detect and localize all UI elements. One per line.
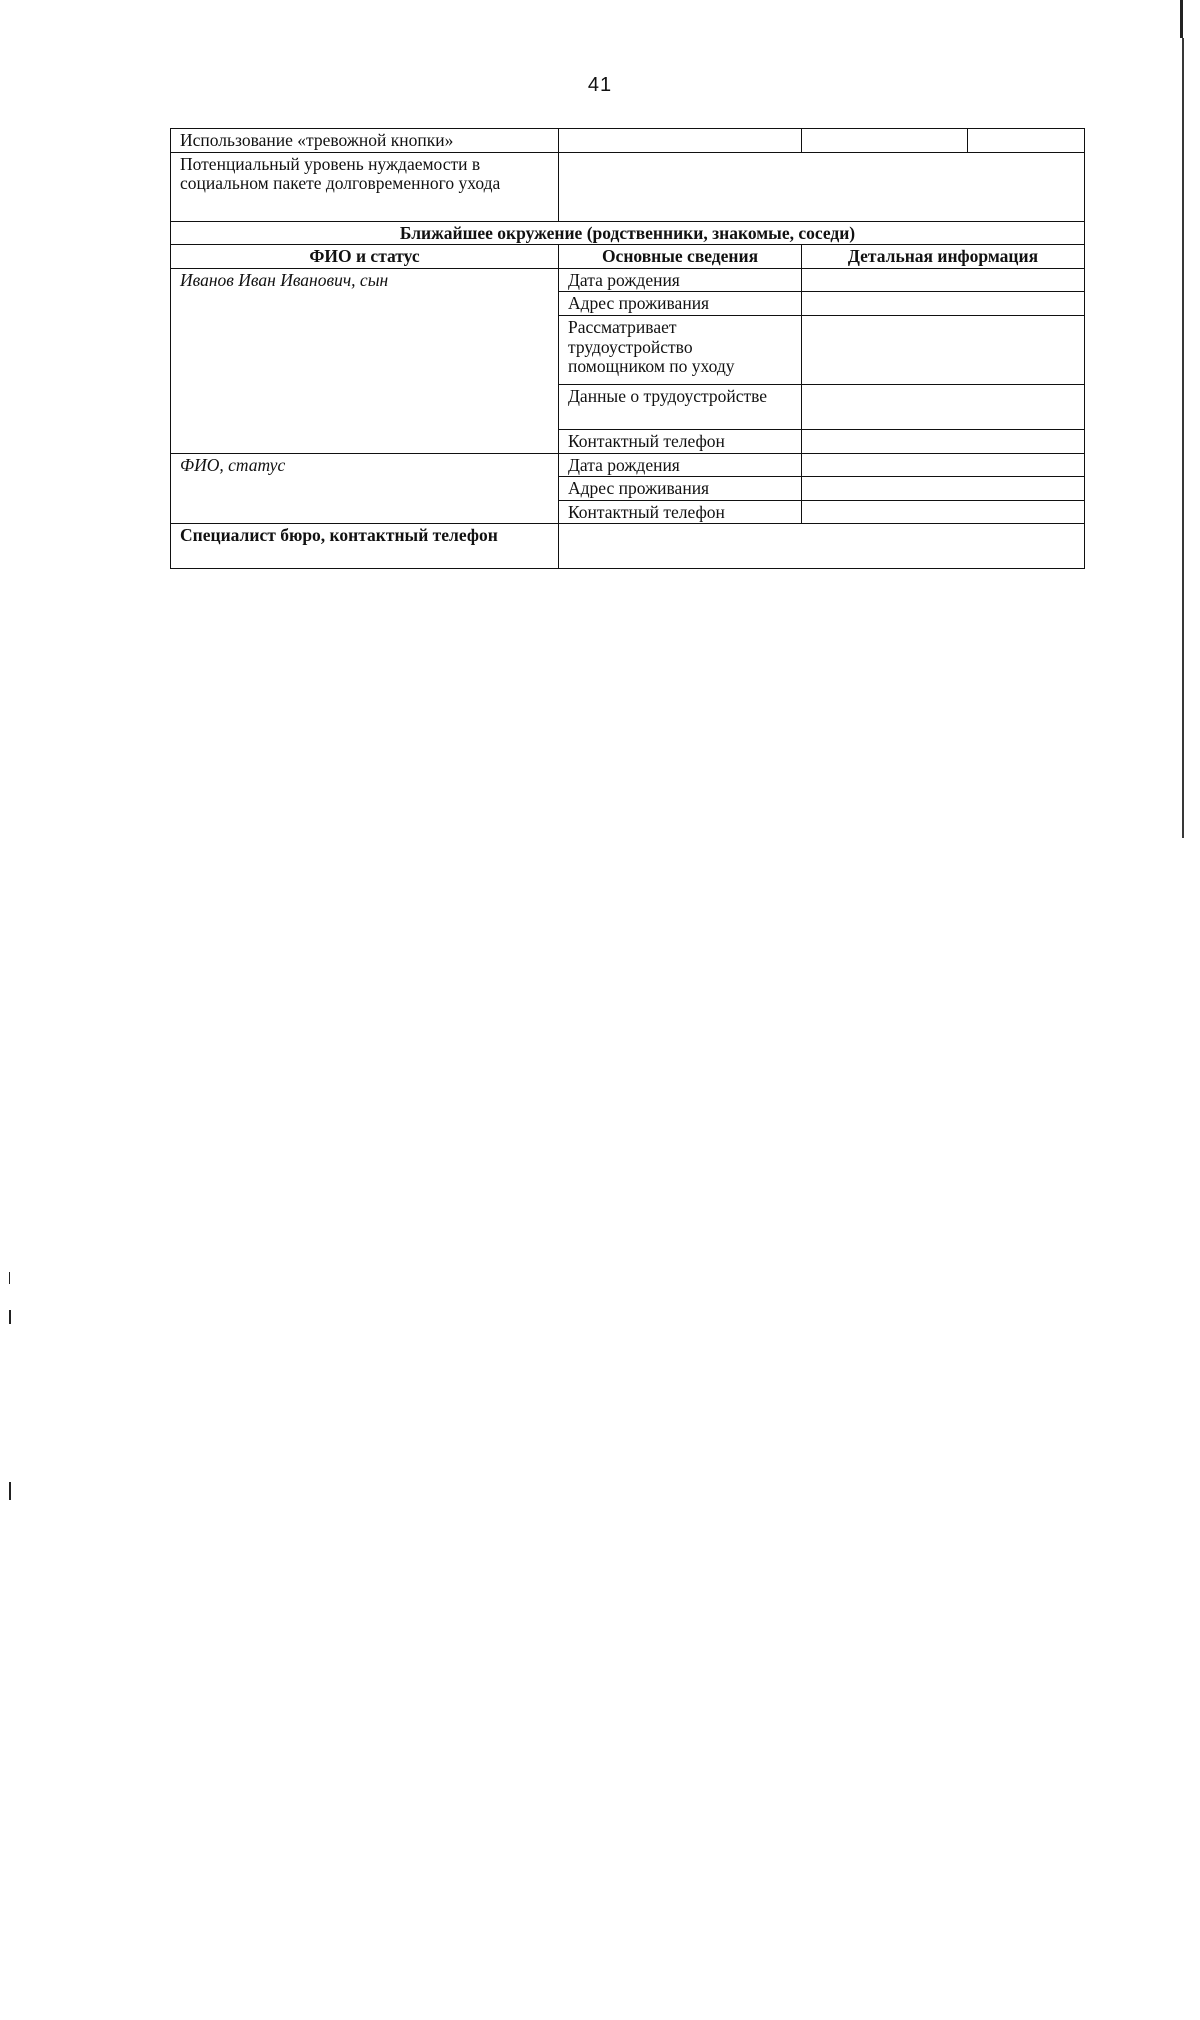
person1-field-birthdate: Дата рождения	[559, 268, 802, 292]
column-header-name-status: ФИО и статус	[171, 245, 559, 269]
person1-name: Иванов Иван Иванович, сын	[171, 268, 559, 453]
person1-field-employment-consideration: Рассматривает трудоустройство помощником по уходу	[559, 315, 802, 384]
column-header-row	[171, 245, 1085, 269]
alarm-button-cell-2	[802, 129, 968, 153]
specialist-value	[559, 524, 1085, 569]
person2-value-birthdate	[802, 453, 1085, 477]
person1-value-address	[802, 292, 1085, 316]
specialist-label: Специалист бюро, контактный телефон	[171, 524, 559, 569]
person2-value-phone	[802, 500, 1085, 524]
person1-field-employment-data: Данные о трудоустройстве	[559, 384, 802, 429]
scan-edge-mark	[1180, 0, 1183, 38]
scan-artifact-mark	[9, 1310, 11, 1324]
scan-artifact-mark	[9, 1272, 10, 1284]
specialist-row	[171, 524, 1085, 569]
scan-edge-line	[1182, 38, 1184, 838]
alarm-button-row	[171, 129, 1085, 153]
person1-value-employment-consideration	[802, 315, 1085, 384]
person1-value-birthdate	[802, 268, 1085, 292]
person1-value-employment-data	[802, 384, 1085, 429]
person2-name: ФИО, статус	[171, 453, 559, 524]
person2-value-address	[802, 477, 1085, 501]
person1-row-birthdate	[171, 268, 1085, 292]
alarm-button-cell-1	[559, 129, 802, 153]
alarm-button-label: Использование «тревожной кнопки»	[171, 129, 559, 153]
person2-field-address: Адрес проживания	[559, 477, 802, 501]
alarm-button-cell-3	[968, 129, 1085, 153]
person1-field-phone: Контактный телефон	[559, 429, 802, 453]
scan-artifact-mark	[9, 1482, 11, 1500]
column-header-detailed-info: Детальная информация	[802, 245, 1085, 269]
environment-header-row	[171, 221, 1085, 245]
social-care-form-table	[170, 128, 1085, 569]
person1-field-address: Адрес проживания	[559, 292, 802, 316]
need-level-value	[559, 152, 1085, 221]
person2-field-phone: Контактный телефон	[559, 500, 802, 524]
column-header-basic-info: Основные сведения	[559, 245, 802, 269]
person2-field-birthdate: Дата рождения	[559, 453, 802, 477]
person1-value-phone	[802, 429, 1085, 453]
environment-header: Ближайшее окружение (родственники, знакомые, соседи)	[171, 221, 1085, 245]
page-number: 41	[587, 74, 613, 96]
person2-row-birthdate	[171, 453, 1085, 477]
need-level-label: Потенциальный уровень нуждаемости в социальном пакете долговременного ухода	[171, 152, 559, 221]
need-level-row	[171, 152, 1085, 221]
